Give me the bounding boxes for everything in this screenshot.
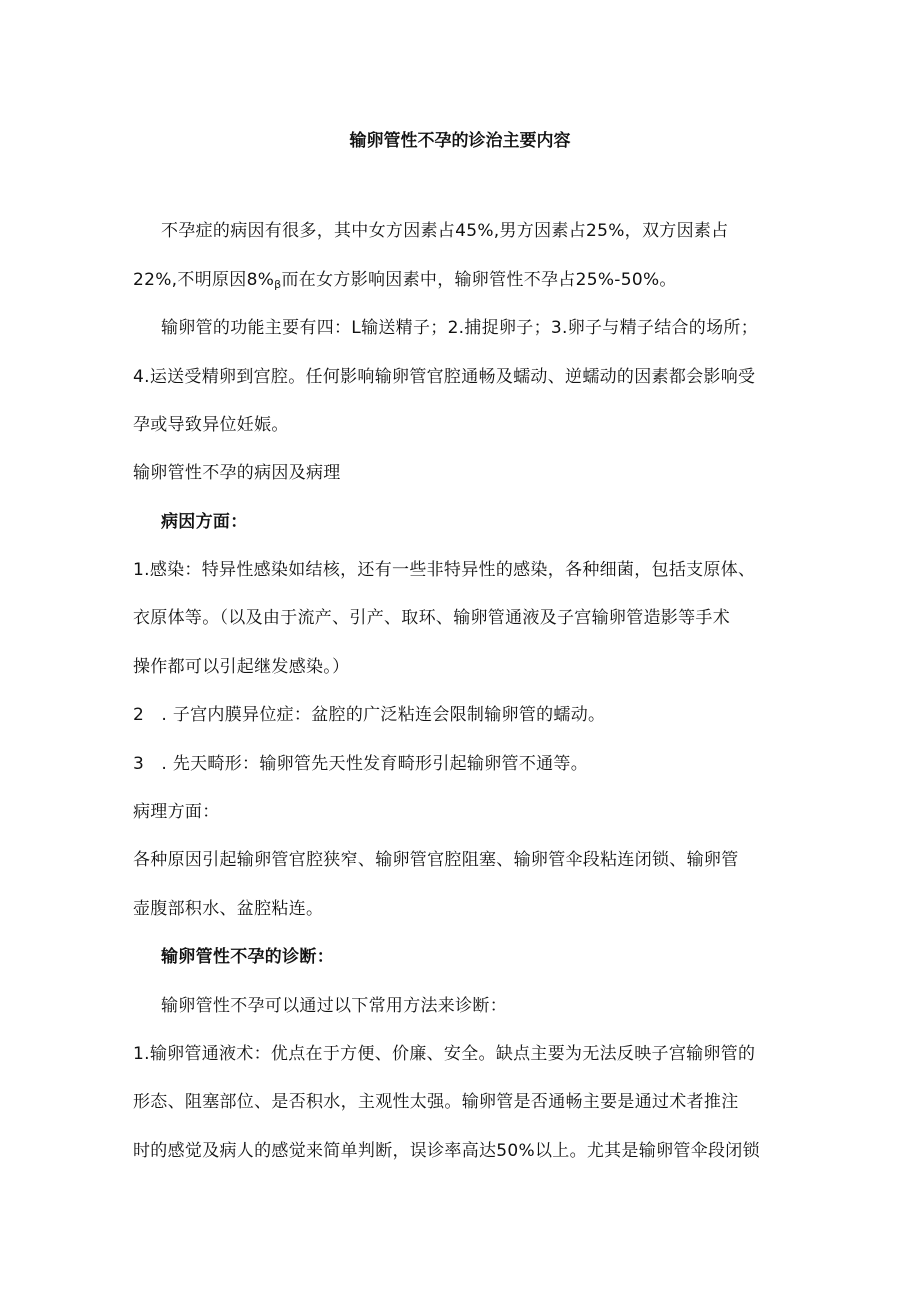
paragraph-line bbox=[133, 268, 677, 297]
paragraph-line: 各种原因引起输卵管官腔狭窄、输卵管官腔阻塞、输卵管伞段粘连闭锁、输卵管 bbox=[133, 850, 739, 870]
list-item: 1.输卵管通液术：优点在于方便、价廉、安全。缺点主要为无法反映子宫输卵管的 bbox=[133, 1044, 756, 1064]
subsection-heading: 病理方面： bbox=[133, 802, 220, 822]
paragraph-line: 输卵管性不孕可以通过以下常用方法来诊断： bbox=[161, 996, 507, 1016]
list-item-continuation: 形态、阻塞部位、是否积水，主观性太强。输卵管是否通畅主要是通过术者推注 bbox=[133, 1092, 739, 1112]
paragraph-line: 壶腹部积水、盆腔粘连。 bbox=[133, 899, 324, 919]
section-heading: 输卵管性不孕的诊断： bbox=[161, 947, 334, 967]
paragraph-text: 而在女方影响因素中，输卵管性不孕占25%-50%。 bbox=[281, 270, 677, 290]
subscript-mark: β bbox=[274, 278, 282, 291]
list-item: 3 . 先天畸形：输卵管先天性发育畸形引起输卵管不通等。 bbox=[133, 754, 589, 774]
paragraph-line: 孕或导致异位妊娠。 bbox=[133, 415, 289, 435]
paragraph-text: 22%,不明原因8% bbox=[133, 270, 275, 290]
document-title: 输卵管性不孕的诊治主要内容 bbox=[349, 131, 571, 151]
list-item-continuation: 衣原体等。（以及由于流产、引产、取环、输卵管通液及子宫输卵管造影等手术 bbox=[133, 608, 730, 628]
list-item-continuation: 操作都可以引起继发感染。） bbox=[133, 657, 350, 677]
paragraph-line: 4.运送受精卵到宫腔。任何影响输卵管官腔通畅及蠕动、逆蠕动的因素都会影响受 bbox=[133, 367, 756, 387]
section-heading: 输卵管性不孕的病因及病理 bbox=[133, 463, 341, 483]
paragraph-line: 不孕症的病因有很多，其中女方因素占45%,男方因素占25%，双方因素占 bbox=[161, 221, 729, 241]
subsection-heading: 病因方面： bbox=[161, 512, 248, 532]
list-item: 2 . 子宫内膜异位症：盆腔的广泛粘连会限制输卵管的蠕动。 bbox=[133, 705, 606, 725]
paragraph-line: 输卵管的功能主要有四：L输送精子；2.捕捉卵子；3.卵子与精子结合的场所； bbox=[161, 318, 759, 338]
list-item-continuation: 时的感觉及病人的感觉来简单判断，误诊率高达50%以上。尤其是输卵管伞段闭锁 bbox=[133, 1141, 760, 1161]
list-item: 1.感染：特异性感染如结核，还有一些非特异性的感染，各种细菌，包括支原体、 bbox=[133, 560, 756, 580]
